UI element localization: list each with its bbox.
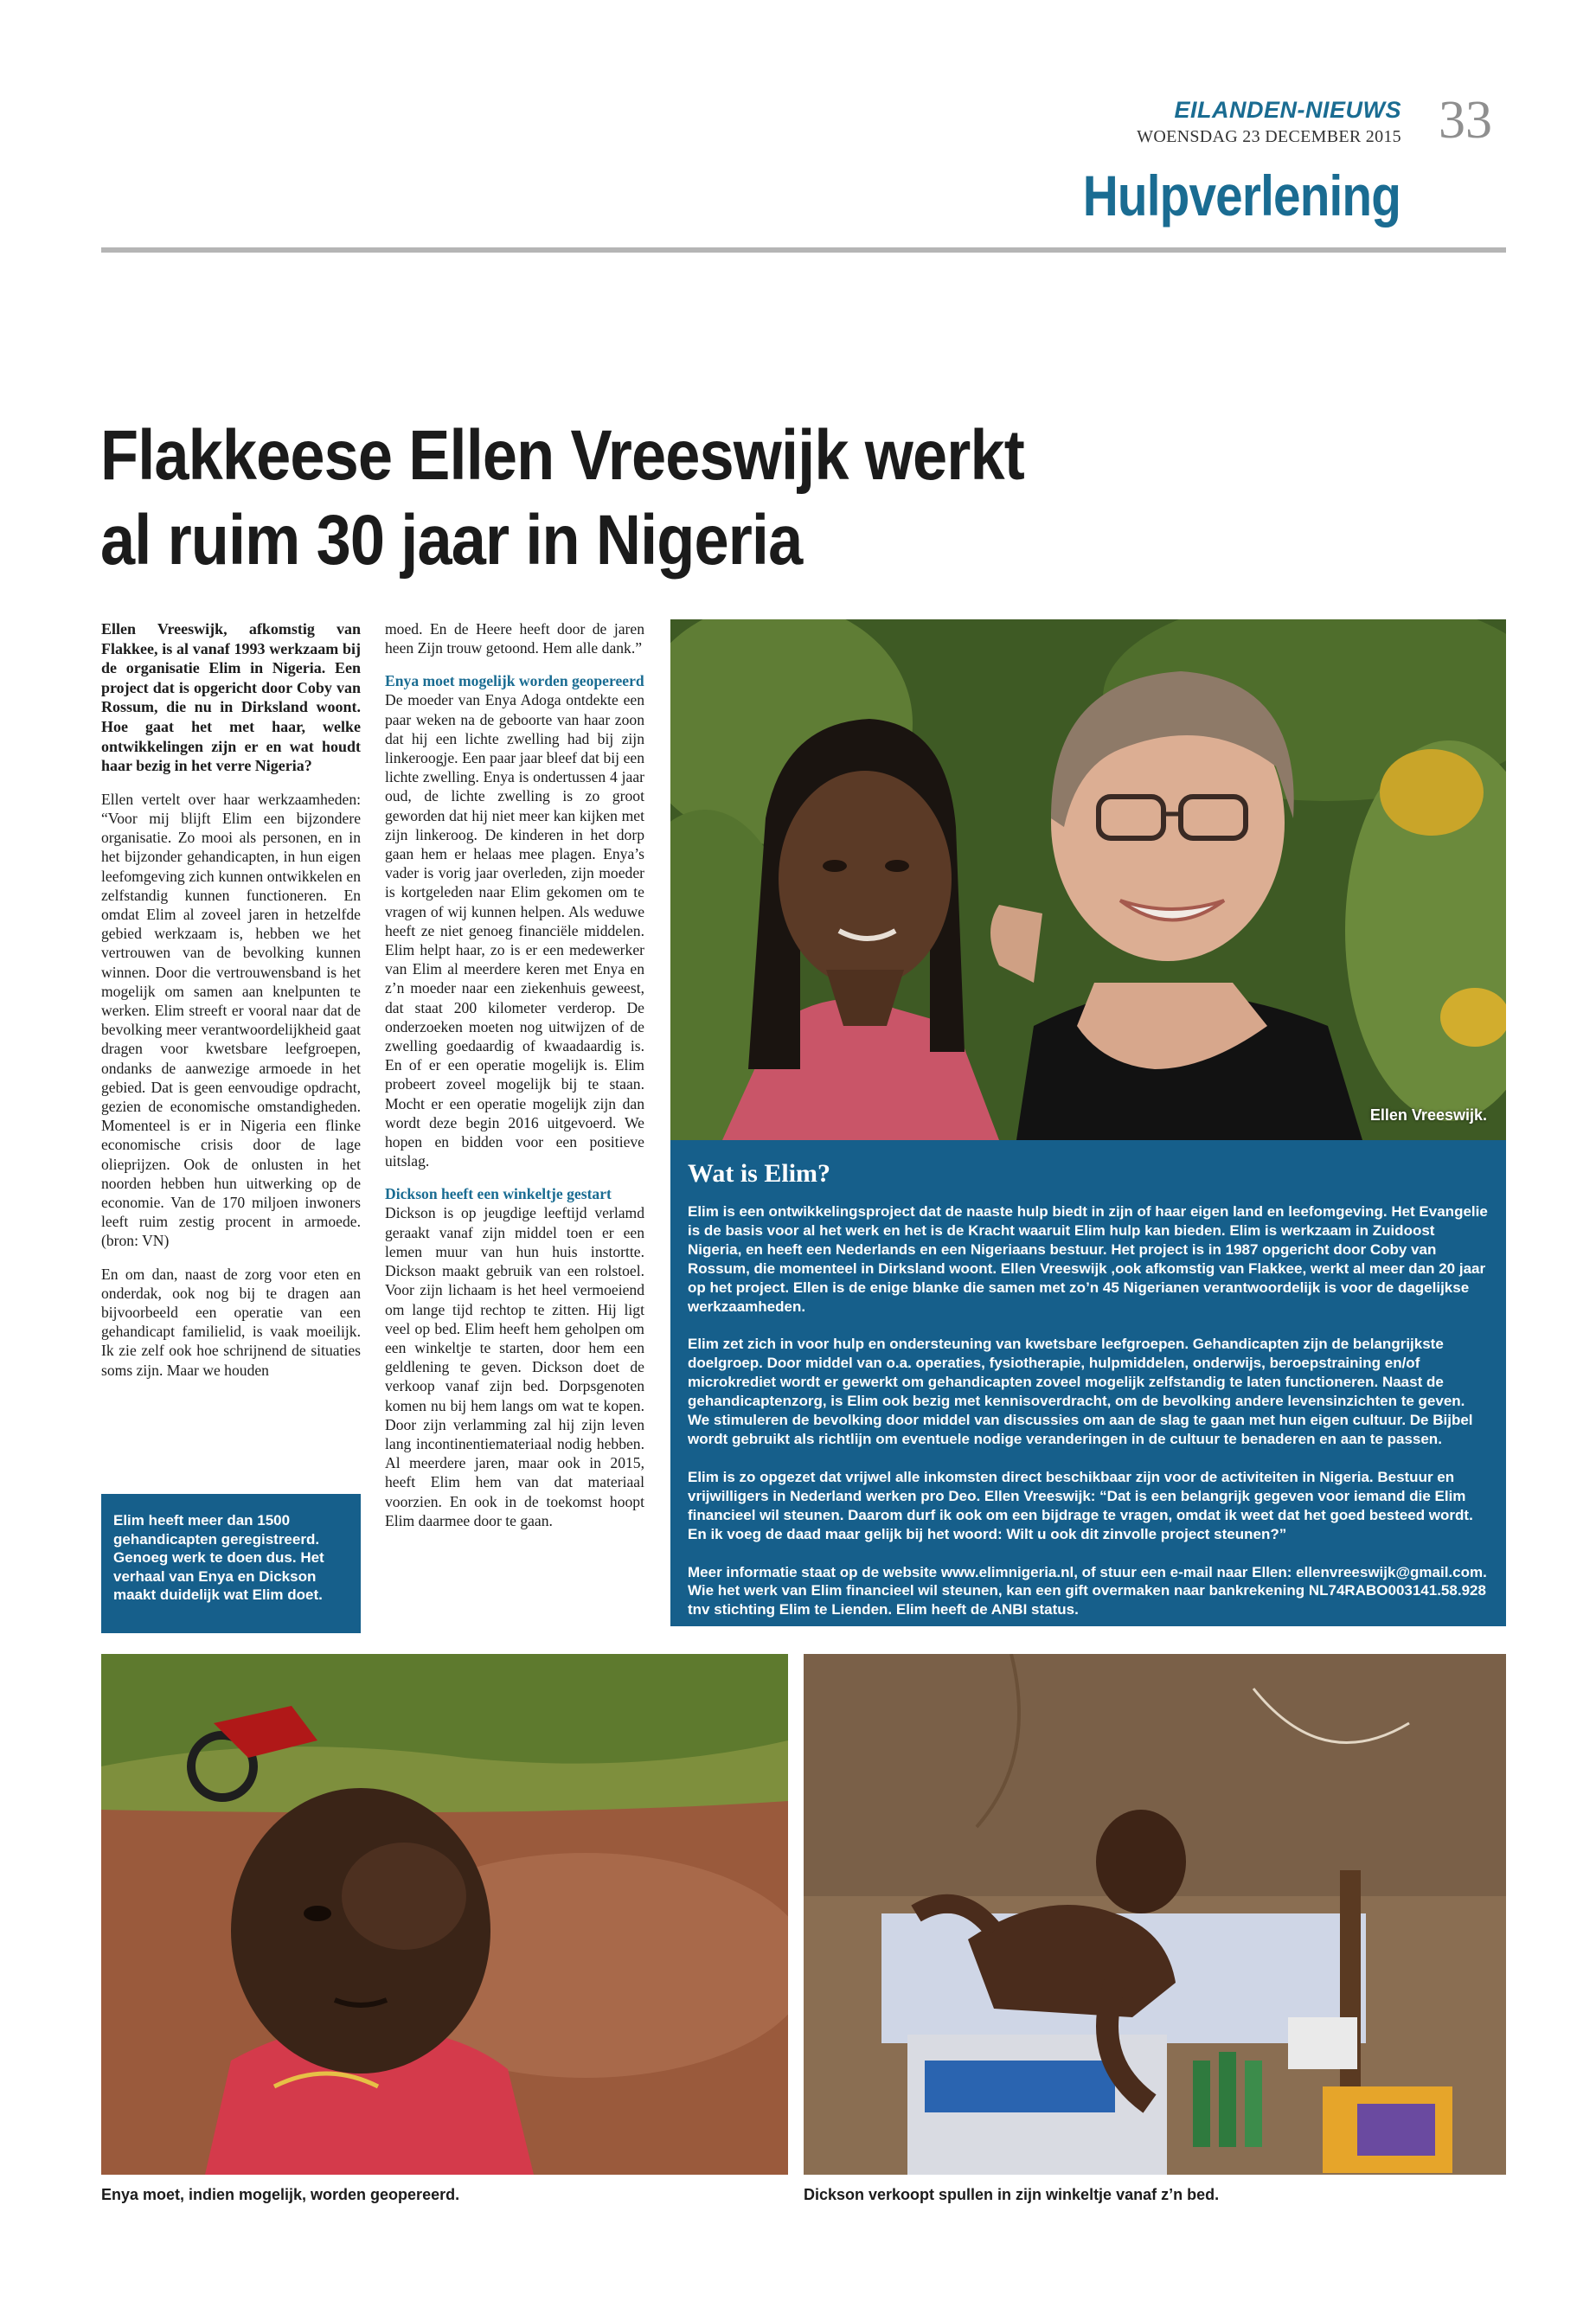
article-lead: Ellen Vreeswijk, afkomstig van Flakkee, is al vanaf 1993 werkzaam bij de organisatie Elim in Nigeria. Een project dat is opgericht door Coby van Rossum, die nu in Dirksland woont. Hoe gaat het met haar, welke ontwikkelingen zijn er en wat houdt haar bezig in het verre Nigeria?: [101, 620, 361, 775]
article-paragraph: Dickson is op jeugdige leeftijd verlamd geraakt vanaf zijn middel toen er een lemen muur van hun huis instortte. Dickson maakt gebruik van een rolstoel. Voor zijn lichaam is het heel vermoeiend om lange tijd rechtop te zitten. Hij ligt veel op bed. Elim heeft hem geholpen om een winkeltje te starten, door hem een geldlening te geven. Dickson doet de verkoop vanaf zijn bed. Dorpsgenoten komen nu bij hem langs om wat te kopen. Door zijn verlamming zal hij zijn leven lang incontinentiemateriaal nodig hebben. Al meerdere jaren, maar ook in 2015, heeft Elim hem van dat materiaal voorzien. En ook in de toekomst hoopt Elim daarmee door te gaan.: [385, 1204, 644, 1529]
info-box-wat-is-elim: [670, 1140, 1506, 1626]
section-title: Hulpverlening: [1082, 163, 1401, 228]
paper-name: EILANDEN-NIEUWS: [1174, 97, 1401, 123]
subhead-dickson: Dickson heeft een winkeltje gestart: [385, 1185, 612, 1203]
article-headline: [100, 413, 1166, 583]
photo-dickson: [804, 1654, 1506, 2175]
info-paragraph: Meer informatie staat op de website www.elimnigeria.nl, of stuur een e-mail naar Ellen: ellenvreeswijk@gmail.com. Wie het werk van Elim financieel wil steunen, kan een gift overmaken naar bankrekening NL74RABO003141.58.928 tnv stichting Elim te Lienden. Elim heeft de ANBI status.: [688, 1563, 1487, 1618]
headline-line-2: al ruim 30 jaar in Nigeria: [100, 501, 803, 580]
info-paragraph: Elim zet zich in voor hulp en ondersteuning van kwetsbare leefgroepen. Gehandicapten zijn de belangrijkste doelgroep. Door middel van o.a. operaties, fysiotherapie, hulpmiddelen, onderwijs, beroepstraining en/of microkrediet wordt er gewerkt om gehandicapten zoveel mogelijk zelfstandig te laten functioneren. Naast de gehandicaptenzorg, is Elim ook bezig met kennisoverdracht, om de bevolking andere levensinzichten te geven. We stimuleren de bevolking door middel van discussies om aan de slag te gaan met hun eigen cultuur. De Bijbel wordt gebruikt als richtlijn om eventuele nodige veranderingen in de cultuur te benaderen en aan te passen.: [688, 1336, 1473, 1447]
photo-caption: Ellen Vreeswijk.: [1369, 1106, 1487, 1124]
header-rule: [101, 247, 1506, 253]
article-column-2: [385, 619, 644, 1544]
article-paragraph: En om dan, naast de zorg voor eten en onderdak, ook nog bij te dragen aan bijvoorbeeld een operatie van een gehandicapt familielid, is vaak moeilijk. Ik zie zelf ook hoe schrijnend de situaties soms zijn. Maar we houden: [101, 1265, 361, 1379]
article-paragraph: De moeder van Enya Adoga ontdekte een paar weken na de geboorte van haar zoon dat hij een lichte zwelling had bij zijn linkeroogje. Een paar jaar bleef dat bij een lichte zwelling. Enya is ondertussen 4 jaar oud, de lichte zwelling is zo groot geworden dat hij niet meer kan kijken met zijn linkeroog. De kinderen in het dorp gaan hem er helaas mee plagen. Enya’s vader is vorig jaar overleden, zijn moeder is kortgeleden naar Elim gekomen om te vragen of wij kunnen helpen. Als weduwe heeft ze niet genoeg financiële middelen. Elim helpt haar, zo is er een medewerker van Elim al meerdere keren met Enya en z’n moeder naar een ziekenhuis geweest, dat staat 200 kilometer verderop. De onderzoeken moeten nog uitwijzen of de zwelling goedaardig of kwaadaardig is. En of er een operatie mogelijk is. Elim probeert zoveel mogelijk bij te staan. Mocht er een operatie mogelijk zijn dan wordt deze begin 2016 uitgevoerd. We hopen en bidden voor een positieve uitslag.: [385, 691, 644, 1170]
caption-dickson: Dickson verkoopt spullen in zijn winkeltje vanaf z’n bed.: [804, 2186, 1220, 2203]
photo-ellen-and-girl-image: [670, 619, 1506, 1140]
info-box-title: Wat is Elim?: [688, 1159, 831, 1188]
page-number: 33: [1439, 91, 1492, 150]
info-paragraph: Elim is zo opgezet dat vrijwel alle inkomsten direct beschikbaar zijn voor de activiteiten in Nigeria. Bestuur en vrijwilligers in Nederland werken pro Deo. Ellen Vreeswijk: “Dat is een belangrijk gegeven voor iemand die Elim financieel wil steunen. Daarom durf ik ook om een bijdrage te vragen, omdat ik weet dat het goed besteed wordt. En ik voeg de daad maar gelijk bij het woord: Wilt u ook dit zinvolle project steunen?”: [688, 1468, 1473, 1542]
issue-date: WOENSDAG 23 DECEMBER 2015: [1137, 127, 1401, 146]
article-column-1: [101, 619, 361, 1394]
headline-line-1: Flakkeese Ellen Vreeswijk werkt: [100, 416, 1024, 495]
photo-dickson-image: [804, 1654, 1506, 2175]
subhead-enya: Enya moet mogelijk worden geopereerd: [385, 672, 644, 690]
photo-ellen-and-girl: [670, 619, 1506, 1140]
article-paragraph: Ellen vertelt over haar werkzaamheden: “Voor mij blijft Elim een bijzondere organisatie. Zo mooi als personen, en in het bijzonder gehandicapten, in hun eigen leefomgeving zich kunnen ontwikkelen en zelfstandig kunnen functioneren. En omdat Elim al zoveel jaren in hetzelfde gebied werkzaam is, hebben we het vertrouwen van de bevolking kunnen winnen. Door die vertrouwensband is het mogelijk om samen aan knelpunten te werken. Elim streeft er vooral naar dat de bevolking meer verantwoordelijkheid gaat dragen voor kwetsbare leefgroepen, ondanks de aanwezige armoede in het gebied. Dat is geen eenvoudige opdracht, gezien de economische omstandigheden. Momenteel is er in Nigeria een flinke economische crisis door de lage olieprijzen. Ook de onlusten in het noorden hebben hun uitwerking op de economie. Van de 170 miljoen inwoners leeft ruim zestig procent in armoede. (bron: VN): [101, 790, 361, 1250]
caption-enya: Enya moet, indien mogelijk, worden geopereerd.: [101, 2186, 460, 2203]
masthead: [1137, 97, 1401, 147]
photo-enya-image: [101, 1654, 788, 2175]
info-paragraph: Elim is een ontwikkelingsproject dat de naaste hulp biedt in zijn of haar eigen land en leefomgeving. Het Evangelie is de basis voor al het werk en het is de Kracht waaruit Elim hulp kan bieden. Elim is werkzaam in Zuidoost Nigeria, en heeft een Nederlands en een Nigeriaans bestuur. Het project is in 1987 opgericht door Coby van Rossum, die momenteel in Dirksland woont. Ellen Vreeswijk ,ook afkomstig van Flakkee, werkt al meer dan 20 jaar op het project. Ellen is de enige blanke die samen met zo’n 45 Nigerianen verantwoordelijk is voor de dagelijkse werkzaamheden.: [688, 1203, 1488, 1315]
article-paragraph: moed. En de Heere heeft door de jaren heen Zijn trouw getoond. Hem alle dank.”: [385, 620, 644, 657]
photo-enya: [101, 1654, 788, 2175]
quote-box: Elim heeft meer dan 1500 gehandicapten geregistreerd. Genoeg werk te doen dus. Het verhaal van Enya en Dickson maakt duidelijk wat Elim doet.: [101, 1494, 361, 1633]
